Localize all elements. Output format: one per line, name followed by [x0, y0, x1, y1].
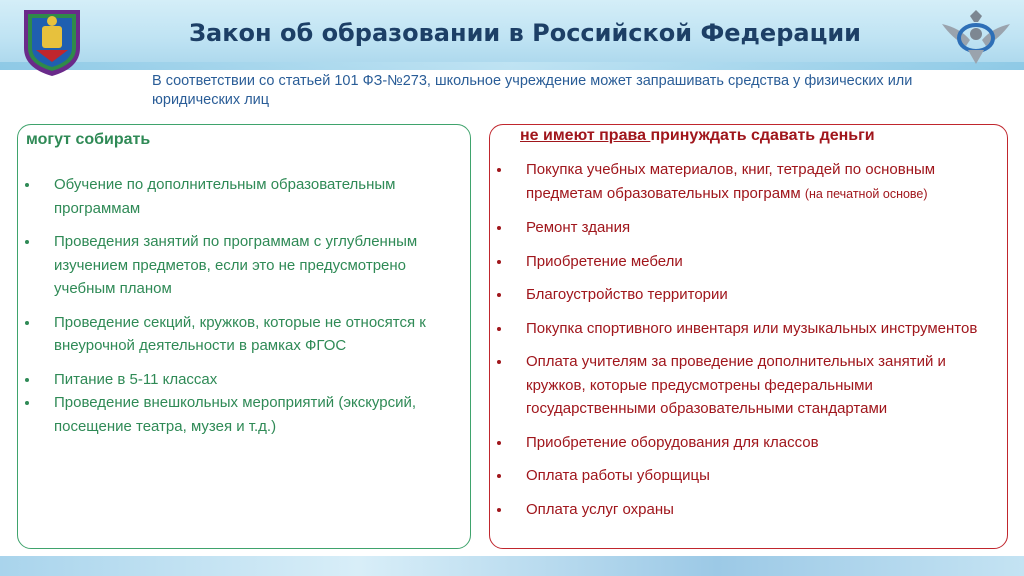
forbidden-panel-title [520, 127, 875, 145]
page-title: Закон об образовании в Российской Федерации [189, 19, 861, 47]
list-item: Проведение секций, кружков, которые не относятся к внеурочной деятельности в рамках ФГОС [54, 311, 464, 358]
bullet-icon [497, 168, 501, 172]
footer-band [0, 556, 1024, 576]
allowed-list [54, 173, 464, 438]
bullet-icon [25, 240, 29, 244]
list-item: Ремонт здания [526, 216, 1001, 240]
bullet-icon [25, 183, 29, 187]
list-item: Покупка учебных материалов, книг, тетрадей по основным предметам образовательных программ (на печатной основе) [526, 158, 1001, 206]
bullet-icon [497, 260, 501, 264]
list-item: Питание в 5-11 классах [54, 368, 464, 392]
bullet-icon [25, 378, 29, 382]
list-item: Приобретение мебели [526, 250, 1001, 274]
bullet-icon [497, 293, 501, 297]
bullet-icon [25, 321, 29, 325]
list-item: Обучение по дополнительным образовательным программам [54, 173, 464, 220]
bullet-icon [25, 401, 29, 405]
education-eagle-emblem-icon [936, 6, 1016, 68]
krasnodar-coat-of-arms-icon [14, 4, 90, 80]
list-item: Приобретение оборудования для классов [526, 431, 1001, 455]
list-item: Оплата учителям за проведение дополнительных занятий и кружков, которые предусмотрены федеральными государственными образовательными стандартами [526, 350, 1001, 421]
bullet-icon [497, 327, 501, 331]
bullet-icon [497, 508, 501, 512]
list-item: Оплата услуг охраны [526, 498, 1001, 522]
list-item: Оплата работы уборщицы [526, 464, 1001, 488]
list-item: Благоустройство территории [526, 283, 1001, 307]
forbidden-title-underlined: не имеют права [520, 127, 651, 144]
allowed-panel-title: могут собирать [26, 131, 151, 148]
subtitle-text: В соответствии со статьей 101 ФЗ-№273, школьное учреждение может запрашивать средства у физических или юридических лиц [152, 73, 913, 108]
list-item: Проведения занятий по программам с углубленным изучением предметов, если это не предусмотрено учебным планом [54, 230, 464, 301]
forbidden-collections-panel [489, 124, 1008, 549]
bullet-icon [497, 474, 501, 478]
list-item: Проведение внешкольных мероприятий (экскурсий, посещение театра, музея и т.д.) [54, 391, 464, 438]
bullet-icon [497, 441, 501, 445]
forbidden-title-rest: принуждать сдавать деньги [650, 127, 875, 144]
allowed-collections-panel [17, 124, 471, 549]
list-item: Покупка спортивного инвентаря или музыкальных инструментов [526, 317, 1001, 341]
bullet-icon [497, 360, 501, 364]
item-note: (на печатной основе) [804, 186, 928, 201]
bullet-icon [497, 226, 501, 230]
forbidden-list [526, 158, 1001, 521]
